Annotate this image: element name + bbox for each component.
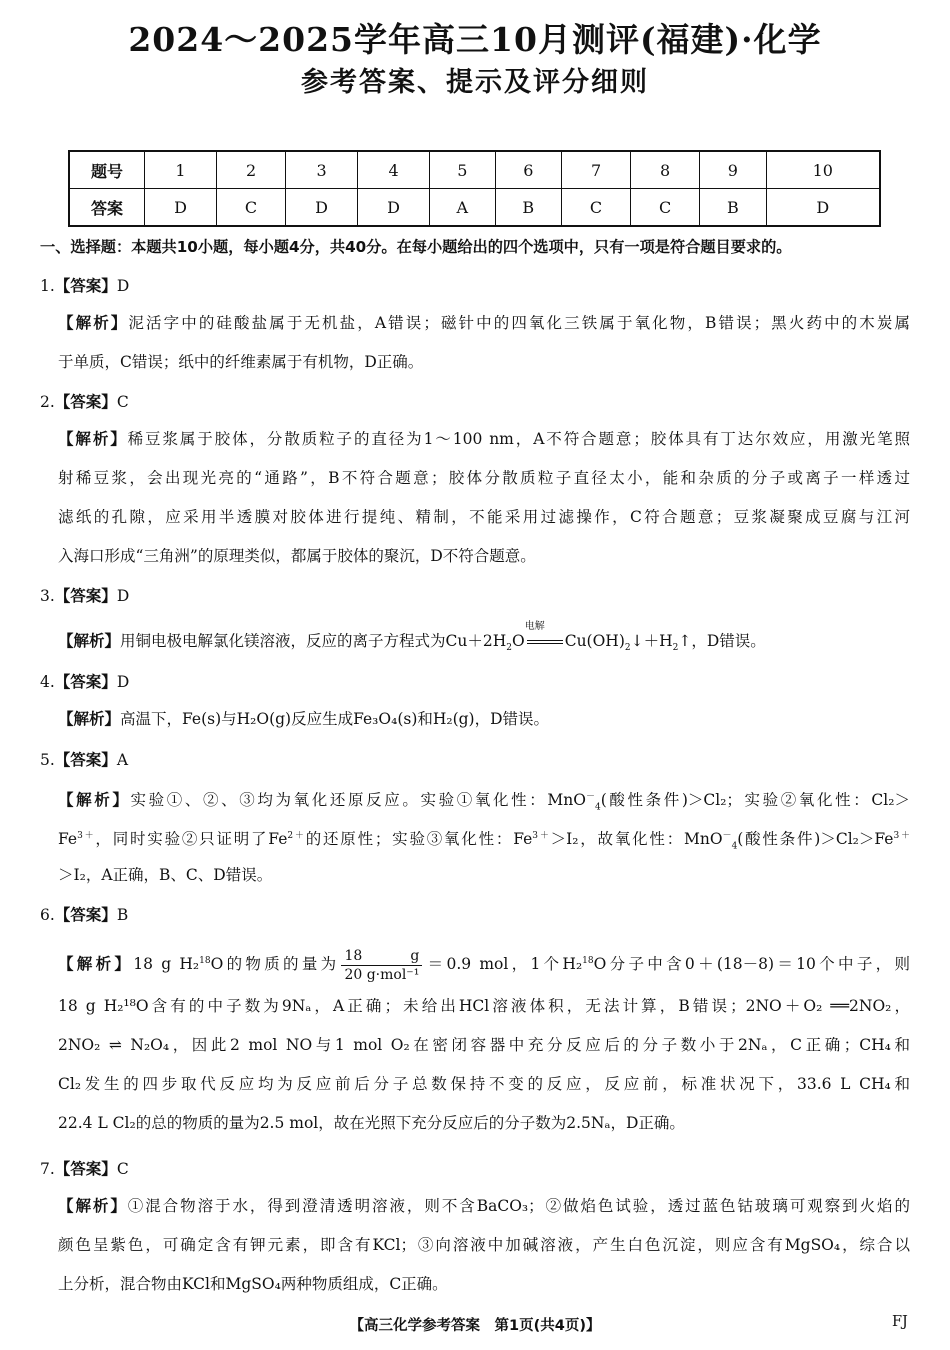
analysis-line: 上分析，混合物由KCl和MgSO₄两种物质组成，C正确。 [58,1275,448,1293]
question-number: 8 [631,151,700,189]
analysis-tag: 【解析】 [58,632,121,650]
answer-line [40,1157,129,1179]
analysis-tag: 【解析】 [58,430,128,448]
analysis-line: 【解析】18 g H₂$^{18}$O的物质的量为 $\frac{18 g}{\text{20 g·mol⁻¹}}$ ＝0.9 mol，1个H₂$^{18}$O分子中含0＋(18－8)＝10个中子，则 [58,947,910,983]
answer-line [40,274,129,296]
question-number: 9 [700,151,767,189]
analysis-block [58,778,910,895]
answer-cell: C [631,189,700,227]
analysis-tag: 【解析】 [58,955,134,974]
answer-cell: D [766,189,880,227]
analysis-line: Cl₂发生的四步取代反应均为反应前后分子总数保持不变的反应，反应前，标准状况下，33.6 L CH₄和 [58,1075,910,1093]
analysis-line: 射稀豆浆，会出现光亮的“通路”，B不符合题意；胶体分散质粒子直径太小，能和杂质的分子或离子一样透过 [58,469,910,487]
question-number: 1. [40,277,55,295]
question-number: 4 [358,151,430,189]
answer-table [68,150,881,227]
analysis-line: 22.4 L Cl₂的总的物质的量为2.5 mol，故在光照下充分反应后的分子数为2.5Nₐ，D正确。 [58,1114,685,1132]
question-number: 5. [40,751,55,769]
answer-row [69,189,880,227]
row-label-answer: 答案 [69,189,145,227]
electrolysis-arrow [524,621,565,648]
answer-line [40,903,128,925]
analysis-line: 【解析】实验①、②、③均为氧化还原反应。实验①氧化性：MnO－$_4$(酸性条件)＞Cl₂；实验②氧化性：Cl₂＞ [58,791,910,813]
question-number: 7. [40,1160,55,1178]
answer-tag: 【答案】 [54,673,117,691]
answer-tag: 【答案】 [54,906,117,924]
question-number: 10 [766,151,880,189]
answer-tag: 【答案】 [54,393,117,411]
question-number: 1 [145,151,217,189]
analysis-line: 【解析】稀豆浆属于胶体，分散质粒子的直径为1～100 nm，A不符合题意；胶体具有丁达尔效应，用激光笔照 [58,430,910,448]
analysis-block [58,304,910,382]
analysis-block [58,1187,910,1304]
answer-cell: B [495,189,562,227]
answer-tag: 【答案】 [54,1160,117,1178]
answer-cell: C [562,189,631,227]
question-number: 3 [286,151,358,189]
answer-tag: 【答案】 [54,751,117,769]
section-heading: 一、选择题：本题共10小题，每小题4分，共40分。在每小题给出的四个选项中，只有一项是符合题目要求的。 [40,238,792,256]
molar-fraction [341,947,422,984]
page-footer: 【高三化学参考答案 第1页(共4页)】 [349,1318,601,1334]
analysis-line: 2NO₂ ⇌ N₂O₄，因此2 mol NO与1 mol O₂在密闭容器中充分反应后的分子数小于2Nₐ，C正确；CH₄和 [58,1036,910,1054]
answer-line [40,390,129,412]
analysis-line: 18 g H₂¹⁸O含有的中子数为9Nₐ，A正确；未给出HCl溶液体积，无法计算，B错误；2NO＋O₂ ══2NO₂， [58,997,910,1015]
analysis-block [58,942,910,1143]
fraction-numerator: 18 g [341,947,422,966]
fraction-denominator: 20 g·mol⁻¹ [344,966,420,983]
analysis-block [58,420,910,576]
answer-cell: D [358,189,430,227]
answer-value: D [116,277,130,295]
answer-value: B [116,906,129,924]
question-number: 2. [40,393,55,411]
row-label-question: 题号 [69,151,145,189]
answer-tag: 【答案】 [54,587,117,605]
answer-tag: 【答案】 [54,277,117,295]
answer-value: C [116,393,129,411]
answer-cell: B [700,189,767,227]
analysis-line: 【解析】①混合物溶于水，得到澄清透明溶液，则不含BaCO₃；②做焰色试验，透过蓝色钴玻璃可观察到火焰的 [58,1197,910,1215]
analysis-line: 入海口形成“三角洲”的原理类似，都属于胶体的聚沉，D不符合题意。 [58,547,536,565]
answer-value: D [116,587,130,605]
page-subtitle: 参考答案、提示及评分细则 [301,67,649,98]
question-number: 3. [40,587,55,605]
answer-cell: D [145,189,217,227]
question-number: 6. [40,906,55,924]
answer-line [40,748,128,770]
answer-line [40,670,129,692]
analysis-line: 于单质，C错误；纸中的纤维素属于有机物，D正确。 [58,353,424,371]
analysis-line: $Fe^{3+}$，同时实验②只证明了$Fe^{2+}$的还原性；实验③氧化性：$Fe^{3+}>I_2$，故氧化性：MnO－$_4$(酸性条件)$>Cl_2>Fe^{3+}$ [58,830,910,852]
page-title: 2024～2025学年高三10月测评(福建)·化学 [128,20,822,59]
analysis-tag: 【解析】 [58,314,129,332]
answer-cell: C [217,189,286,227]
analysis-line: ＞I₂，A正确，B、C、D错误。 [58,866,273,884]
answer-value: D [116,673,130,691]
analysis-line: 滤纸的孔隙，应采用半透膜对胶体进行提纯、精制，不能采用过滤操作，C符合题意；豆浆凝聚成豆腐与江河 [58,508,910,526]
analysis-block [58,622,910,661]
analysis-line: 【解析】高温下，Fe(s)与H₂O(g)反应生成Fe₃O₄(s)和H₂(g)，D错误。 [58,710,550,728]
answer-cell: A [430,189,495,227]
analysis-block [58,700,910,739]
analysis-tag: 【解析】 [58,791,131,810]
analysis-line: 颜色呈紫色，可确定含有钾元素，即含有KCl；③向溶液中加碱溶液，产生白色沉淀，则应含有MgSO₄，综合以 [58,1236,910,1254]
answer-value: A [116,751,129,769]
answer-line [40,584,129,606]
question-number: 2 [217,151,286,189]
region-code: FJ [892,1314,908,1330]
answer-value: C [116,1160,129,1178]
question-number: 4. [40,673,55,691]
question-number-row [69,151,880,189]
answer-cell: D [286,189,358,227]
analysis-line: 【解析】用铜电极电解氯化镁溶液，反应的离子方程式为$Cu+2H_2O$ 电解 $Cu(OH)_2↓+H_2↑$，D错误。 [58,621,766,654]
reaction-condition: 电解 [524,621,545,632]
analysis-tag: 【解析】 [58,1197,128,1215]
question-number: 7 [562,151,631,189]
question-number: 5 [430,151,495,189]
analysis-tag: 【解析】 [58,710,121,728]
question-number: 6 [495,151,562,189]
analysis-line: 【解析】泥活字中的硅酸盐属于无机盐，A错误；磁针中的四氧化三铁属于氧化物，B错误；黑火药中的木炭属 [58,314,910,332]
